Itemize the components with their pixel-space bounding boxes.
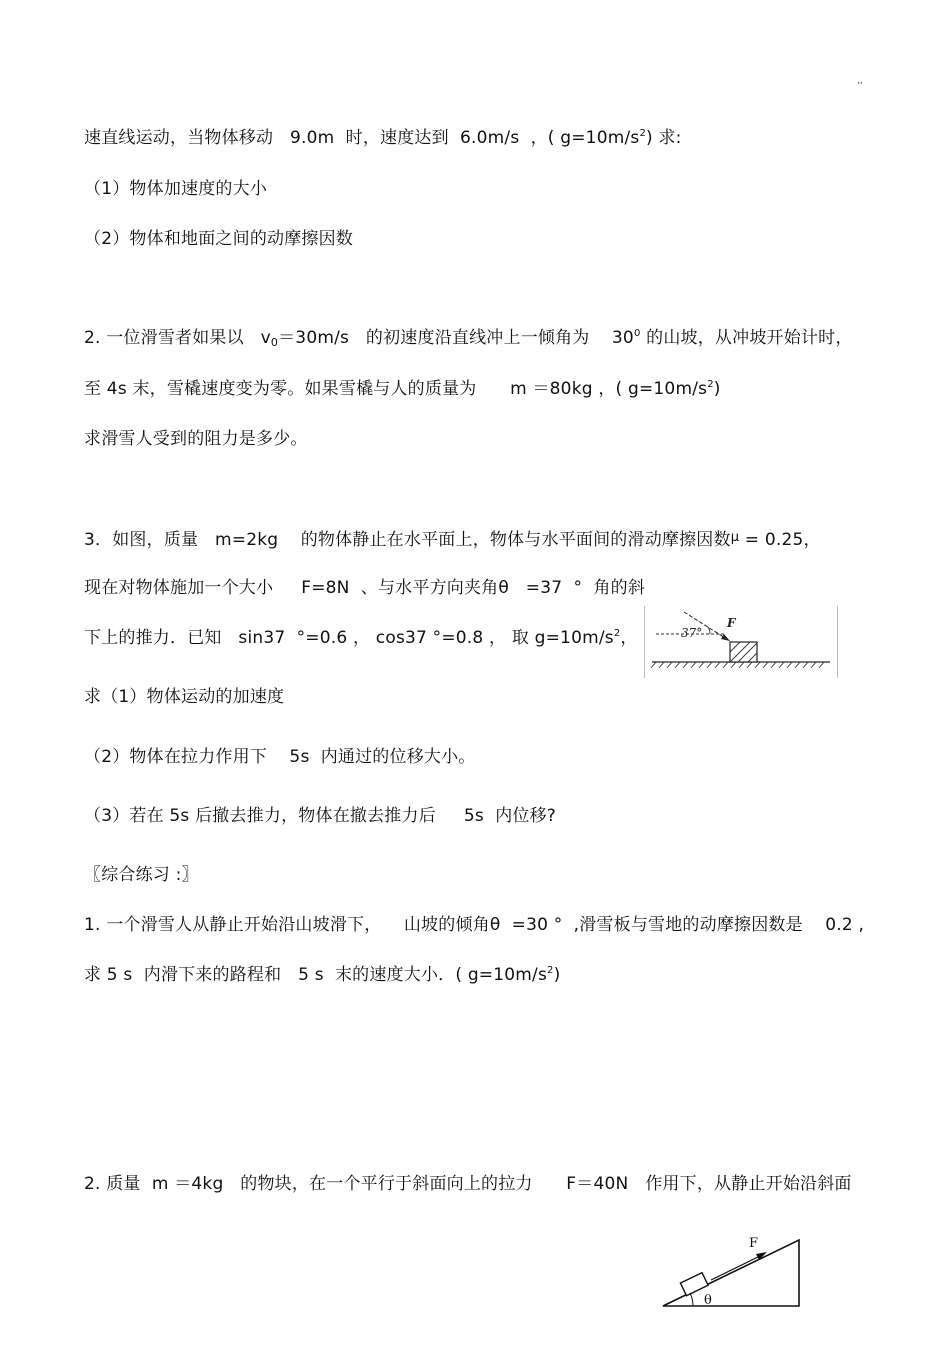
angle-label: θ: [704, 1293, 712, 1308]
sub-question: （3）若在 5s 后撤去推力，物体在撤去推力后 5s 内位移?: [84, 806, 557, 826]
figure-block-push-diagram: [644, 606, 838, 678]
question-2-line: 求滑雪人受到的阻力是多少。: [84, 429, 308, 449]
question-3-line: 3．如图，质量 m=2kg 的物体静止在水平面上，物体与水平面间的滑动摩擦因数$^\mu$ = 0.25，: [84, 530, 821, 550]
ground-hatching: [651, 662, 824, 668]
arrowhead-icon: [721, 634, 730, 641]
force-label: F: [749, 1236, 759, 1251]
exercise-1-line: 1. 一个滑雪人从静止开始沿山坡滑下， 山坡的倾角θ =30 ° ,滑雪板与雪地的动摩擦因数是 0.2 ,: [84, 915, 865, 935]
question-2-line: 至 4s 末，雪橇速度变为零。如果雪橇与人的质量为 m ＝80kg ，( $g=10m/s^2$): [84, 379, 721, 399]
exercise-2-line: 2. 质量 m ＝4kg 的物块，在一个平行于斜面向上的拉力 F＝40N 作用下，从静止开始沿斜面: [84, 1174, 852, 1194]
block: [730, 642, 757, 662]
incline-triangle: [663, 1240, 799, 1306]
question-3-line: 现在对物体施加一个大小 F=8N 、与水平方向夹角θ =37 ° 角的斜: [84, 578, 645, 598]
force-label: F: [727, 616, 736, 630]
question-2-line: 2. 一位滑雪者如果以 $v_0=30m/s$ 的初速度沿直线冲上一倾角为 $30^0$ 的山坡，从冲坡开始计时，: [84, 328, 853, 349]
figure-incline-diagram: [655, 1230, 805, 1310]
corner-mark: ,,: [857, 76, 863, 86]
sub-question: （2）物体和地面之间的动摩擦因数: [84, 229, 354, 249]
sub-question: （1）物体加速度的大小: [84, 179, 268, 199]
text-line: 速直线运动，当物体移动 9.0m 时，速度达到 6.0m/s ，( $g=10m/s^2$) 求:: [84, 128, 682, 148]
sub-question: （2）物体在拉力作用下 5s 内通过的位移大小。: [84, 747, 476, 767]
section-heading: 〖综合练习 :〗: [84, 865, 199, 885]
angle-label: 37°: [681, 626, 703, 640]
question-3-line: 下上的推力．已知 sin37 °=0.6 ， cos37 °=0.8 ， 取 $g=10m/s^2$，: [84, 628, 638, 648]
question-3-line: 求（1）物体运动的加速度: [84, 687, 285, 707]
exercise-1-line: 求 5 s 内滑下来的路程和 5 s 末的速度大小．( $g=10m/s^2$): [84, 965, 561, 985]
